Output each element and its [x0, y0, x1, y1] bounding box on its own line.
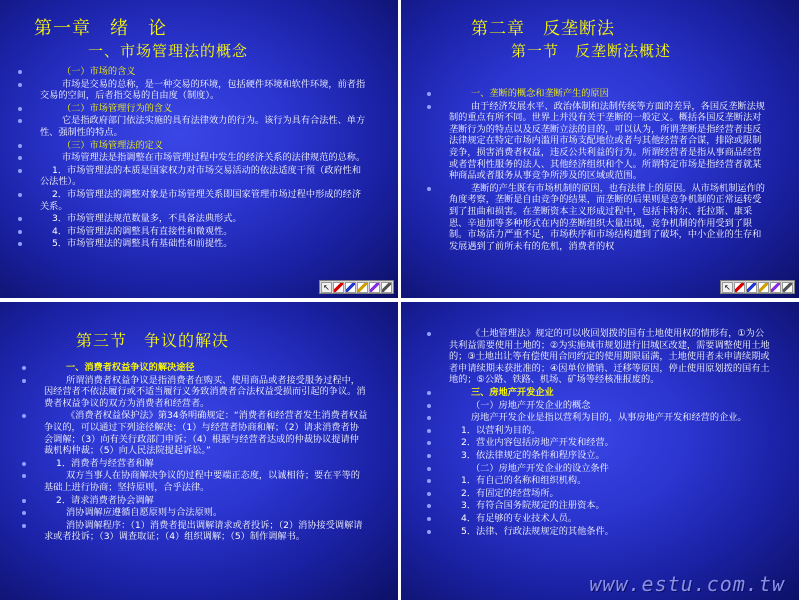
bullet-text: 一、消费者权益争议的解决途径: [66, 362, 195, 373]
pen-blue-icon[interactable]: [345, 282, 356, 293]
bullet-dot-icon: [427, 429, 431, 433]
bullet-dot-icon: [427, 404, 431, 408]
pen-yellow-icon[interactable]: [758, 282, 769, 293]
bullet-text: 1．消费者与经营者和解: [56, 457, 154, 469]
pen-gray-icon[interactable]: [381, 282, 392, 293]
bullet-dot-icon: [427, 187, 431, 191]
bullet-text: 消协调解应遵循自愿原则与合法原则。: [66, 507, 223, 519]
bullet-dot-icon: [427, 504, 431, 508]
bullet-line: [449, 101, 767, 182]
bullet-line: [44, 410, 368, 456]
bullet-line: [449, 475, 771, 487]
bullet-line: [449, 488, 771, 500]
bullet-text: 2．有固定的经营场所。: [461, 487, 559, 499]
bullet-dot-icon: [18, 156, 22, 160]
bullet-text: 市场管理法是指调整在市场管理过程中发生的经济关系的法律规范的总称。: [62, 152, 366, 164]
bullet-text: 消协调解程序：（1）消费者提出调解请求或者投诉；（2）消协接受调解请求或者投诉；（3）调查取证；（4）组织调解；（5）制作调解书。: [44, 519, 363, 543]
bullet-text: 5．市场管理法的调整具有基础性和前提性。: [52, 238, 233, 250]
bullet-dot-icon: [427, 441, 431, 445]
bullet-line: [44, 507, 368, 519]
bullet-text: 4．市场管理法的调整具有直接性和微观性。: [52, 225, 233, 237]
bullet-text: （一）房地产开发企业的概念: [471, 399, 591, 411]
bullet-text: 5．法律、行政法规规定的其他条件。: [461, 525, 614, 537]
bullet-text: 它是指政府部门依法实施的具有法律效力的行为。该行为具有合法性、单方性、强制性的特点。: [40, 115, 366, 138]
bullet-line: [40, 152, 366, 164]
bullet-dot-icon: [18, 242, 22, 246]
bullet-line: [44, 520, 368, 543]
chapter-title: 第一章 绪 论: [34, 18, 167, 39]
bullet-dot-icon: [22, 462, 26, 466]
slide-body: [449, 328, 771, 537]
bullet-text: （一）市场的含义: [62, 66, 136, 77]
slide-2[interactable]: [401, 0, 799, 298]
bullet-dot-icon: [427, 517, 431, 521]
bullet-text: 1．以营利为目的。: [461, 424, 541, 436]
bullet-text: 2．市场管理法的调整对象是市场管理关系即国家管理市场过程中形成的经济关系。: [40, 188, 362, 212]
bullet-dot-icon: [427, 454, 431, 458]
bullet-text: 1．有自己的名称和组织机构。: [461, 475, 587, 487]
pen-blue-icon[interactable]: [746, 282, 757, 293]
bullet-line: [44, 458, 368, 470]
bullet-text: 3．依法律规定的条件和程序设立。: [461, 449, 605, 461]
bullet-line: [40, 140, 366, 152]
bullet-line: [449, 463, 771, 475]
bullet-text: 一、垄断的概念和垄断产生的原因: [471, 88, 609, 99]
bullet-dot-icon: [427, 530, 431, 534]
bullet-line: [44, 495, 368, 507]
bullet-text: 三、房地产开发企业: [471, 386, 554, 398]
bullet-dot-icon: [18, 83, 22, 87]
bullet-text: （二）市场管理行为的含义: [62, 102, 173, 114]
slideshow-toolbar: [720, 280, 795, 294]
bullet-line: [40, 79, 366, 102]
pen-red-icon[interactable]: [734, 282, 745, 293]
pointer-icon[interactable]: ↖: [722, 282, 733, 293]
slide-body: [449, 88, 767, 252]
bullet-dot-icon: [427, 479, 431, 483]
bullet-dot-icon: [427, 105, 431, 109]
bullet-dot-icon: [18, 169, 22, 173]
bullet-line: [449, 412, 771, 424]
bullet-dot-icon: [18, 107, 22, 111]
bullet-dot-icon: [22, 414, 26, 418]
bullet-dot-icon: [22, 499, 26, 503]
bullet-text: 双方当事人在协商解决争议的过程中要端正态度，以诚相待；要在平等的基础上进行协商；坚持原则，合乎法律。: [44, 470, 360, 493]
bullet-dot-icon: [427, 416, 431, 420]
pen-purple-icon[interactable]: [369, 282, 380, 293]
bullet-line: [449, 450, 771, 462]
bullet-dot-icon: [427, 92, 431, 96]
bullet-line: [449, 88, 767, 100]
pen-purple-icon[interactable]: [770, 282, 781, 293]
bullet-dot-icon: [18, 144, 22, 148]
bullet-line: [40, 189, 366, 212]
bullet-text: 2．营业内容包括房地产开发和经营。: [461, 437, 614, 449]
slide-3[interactable]: [0, 302, 398, 600]
bullet-line: [449, 513, 771, 525]
bullet-line: [449, 437, 771, 449]
bullet-line: [40, 226, 366, 238]
bullet-dot-icon: [18, 193, 22, 197]
slideshow-toolbar: [319, 280, 394, 294]
bullet-line: [449, 526, 771, 538]
bullet-line: [40, 103, 366, 115]
section-title: 第三节 争议的解决: [76, 331, 230, 350]
bullet-line: [44, 375, 368, 410]
bullet-text: 《土地管理法》规定的可以收回划拨的国有土地使用权的情形有，①为公共利益需要使用土地的；②为实施城市规划进行旧城区改建，需要调整使用土地的；③土地出让等有偿使用合同约定的使用期限届满，土地使用者未申请续期或者申请续期未获批准的；④因单位撤销、迁移等原因，停止使用原划拨的国有土地的；⑤公路、铁路、机场、矿场等经核准报废的。: [449, 328, 770, 386]
bullet-text: 垄断的产生既有市场机制的原因，也有法律上的原因。从市场机制运作的角度考察，垄断是自由竞争的结果，而垄断的后果则是竞争机制的正常运转受到了扭曲和损害。在垄断资本主义形成过程中，包括卡特尔、托拉斯、康采恩、辛迪加等多种形式在内的垄断组织大量出现，竞争机制的作用受到了限制。市场活力严重不足，市场秩序和市场结构遭到了破坏，中小企业的生存和发展遇到了前所未有的危机，消费者的权: [449, 182, 765, 252]
pen-red-icon[interactable]: [333, 282, 344, 293]
bullet-dot-icon: [427, 332, 431, 336]
bullet-line: [40, 115, 366, 138]
bullet-text: 《消费者权益保护法》第34条明确规定：“消费者和经营者发生消费者权益争议的，可以通过下列途径解决：（1）与经营者协商和解；（2）请求消费者协会调解；（3）向有关行政部门申诉；（4）根据与经营者达成的仲裁协议提请仲裁机构仲裁；（5）向人民法院提起诉讼。”: [44, 410, 368, 457]
bullet-dot-icon: [18, 119, 22, 123]
bullet-line: [44, 470, 368, 493]
bullet-dot-icon: [22, 366, 26, 370]
bullet-text: （二）房地产开发企业的设立条件: [471, 462, 609, 474]
pointer-icon[interactable]: ↖: [321, 282, 332, 293]
bullet-line: [40, 66, 366, 78]
bullet-dot-icon: [22, 474, 26, 478]
pen-gray-icon[interactable]: [782, 282, 793, 293]
watermark: www.estu.com.tw: [589, 572, 785, 596]
bullet-line: [449, 328, 771, 386]
bullet-text: 4．有足够的专业技术人员。: [461, 512, 578, 524]
bullet-text: 3．市场管理法规范数量多，不具备法典形式。: [52, 213, 242, 225]
slide-1[interactable]: [0, 0, 398, 298]
slide-body: [40, 66, 366, 250]
bullet-text: 市场是交易的总称，是一种交易的环境，包括硬件环境和软件环境，前者指交易的空间，后者指交易的自由度（制度）。: [40, 78, 366, 102]
slide-4[interactable]: [401, 302, 799, 600]
bullet-dot-icon: [427, 391, 431, 395]
bullet-line: [40, 213, 366, 225]
pen-yellow-icon[interactable]: [357, 282, 368, 293]
bullet-text: 2．请求消费者协会调解: [56, 494, 154, 506]
bullet-line: [40, 165, 366, 188]
bullet-line: [40, 238, 366, 250]
bullet-text: 由于经济发展水平、政治体制和法制传统等方面的差异，各国反垄断法规制的重点有所不同。世界上并没有关于垄断的一般定义。概括各国反垄断法对垄断行为的特点以及反垄断立法的目的，可以认为，所谓垄断是指经营者违反法律规定在特定市场内滥用市场支配地位或者与其他经营者合谋，排除或限制竞争，损害消费者权益，违反公共利益的行为。所谓经营者是指从事商品经营或者营利性服务的法人、其他经济组织和个人。所谓特定市场是指经营者就某种商品或者服务从事竞争所涉及的区域或范围。: [449, 100, 765, 182]
section-title: 第一节 反垄断法概述: [511, 42, 672, 60]
bullet-text: 3．有符合国务院规定的注册资本。: [461, 500, 605, 512]
bullet-dot-icon: [427, 467, 431, 471]
bullet-line: [449, 425, 771, 437]
bullet-dot-icon: [18, 230, 22, 234]
bullet-line: [449, 400, 771, 412]
bullet-line: [44, 362, 368, 374]
bullet-line: [449, 500, 771, 512]
bullet-dot-icon: [18, 70, 22, 74]
bullet-dot-icon: [22, 379, 26, 383]
bullet-text: 1．市场管理法的本质是国家权力对市场交易活动的依法适度干预（政府性和公法性）。: [40, 164, 362, 188]
bullet-text: （三）市场管理法的定义: [62, 139, 164, 151]
chapter-title: 第二章 反垄断法: [471, 19, 615, 39]
bullet-text: 房地产开发企业是指以营利为目的，从事房地产开发和经营的企业。: [471, 412, 747, 424]
bullet-dot-icon: [22, 511, 26, 515]
bullet-text: 所谓消费者权益争议是指消费者在购买、使用商品或者接受服务过程中，因经营者不依法履行或不适当履行义务致消费者合法权益受损而引起的争议。消费者权益争议的双方为消费者和经营者。: [44, 374, 366, 409]
bullet-dot-icon: [22, 524, 26, 528]
section-title: 一、市场管理法的概念: [88, 42, 249, 60]
slide-body: [44, 362, 368, 543]
bullet-line: [449, 183, 767, 253]
bullet-dot-icon: [18, 217, 22, 221]
bullet-line: [449, 387, 771, 399]
bullet-dot-icon: [427, 492, 431, 496]
